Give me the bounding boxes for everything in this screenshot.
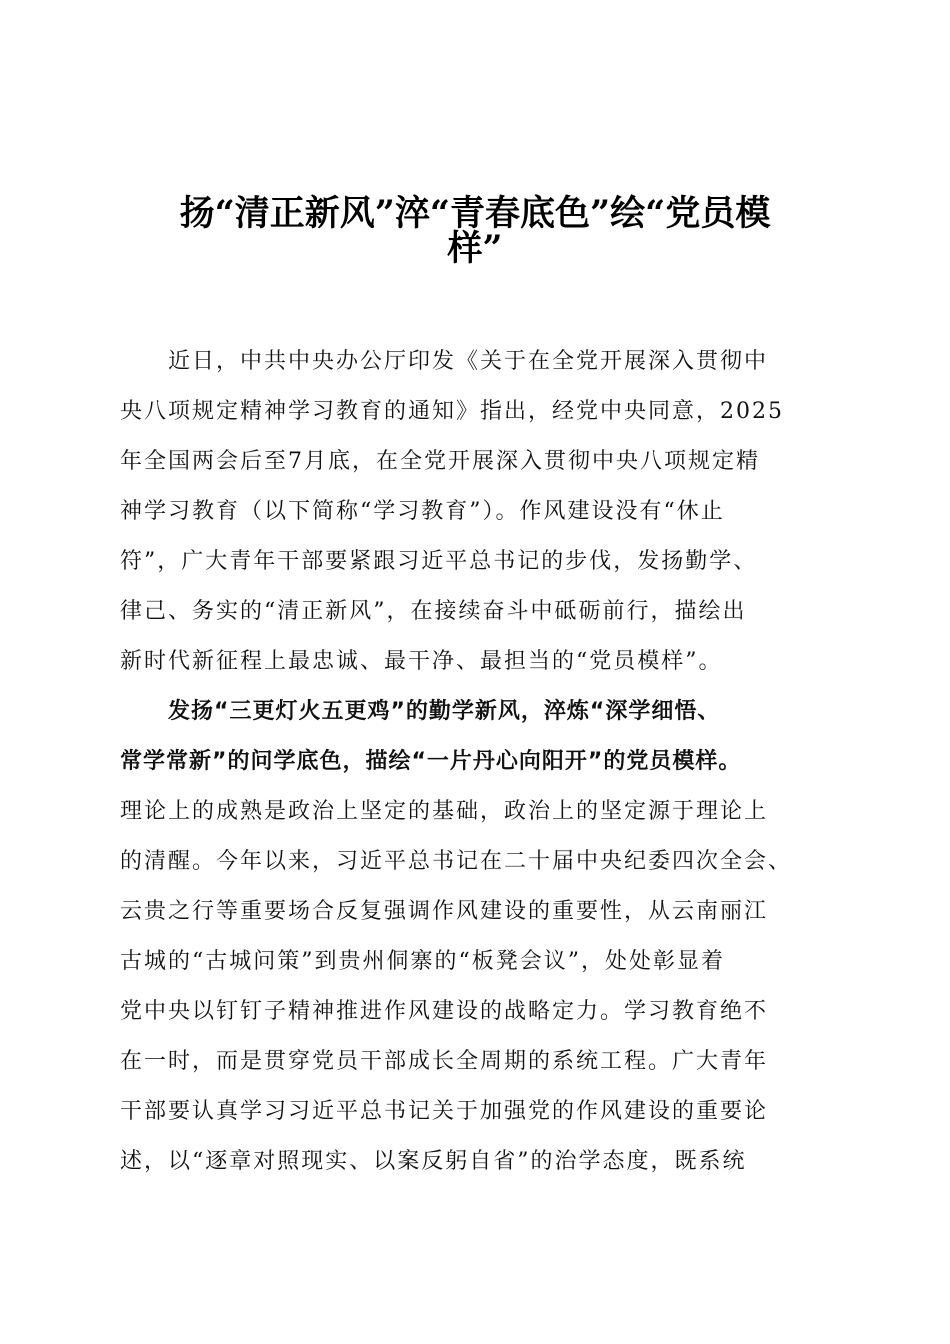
document-body [120,337,840,1187]
paragraph-1-line: 新时代新征程上最忠诚、最干净、最担当的“党员模样”。 [120,649,723,674]
paragraph-2-line: 干部要认真学习习近平总书记关于加强党的作风建设的重要论 [120,1099,769,1124]
paragraph-2-line: 在一时，而是贯穿党员干部成长全周期的系统工程。广大青年 [120,1049,769,1074]
document-title-line-1: 扬“清正新风”淬“青春底色”绘“党员模 [179,193,771,234]
paragraph-1-line: 年全国两会后至7月底，在全党开展深入贯彻中央八项规定精 [120,449,760,474]
paragraph-2-line: 党中央以钉钉子精神推进作风建设的战略定力。学习教育绝不 [120,999,769,1024]
paragraph-1-line: 近日，中共中央办公厅印发《关于在全党开展深入贯彻中 [168,349,769,374]
document-title-line-2: 样” [447,228,503,269]
paragraph-2-line: 述，以“逐章对照现实、以案反躬自省”的治学态度，既系统 [120,1149,747,1174]
paragraph-2-line: 云贵之行等重要场合反复强调作风建设的重要性，从云南丽江 [120,899,769,924]
section-heading-line: 发扬“三更灯火五更鸡”的勤学新风，淬炼“深学细悟、 [168,699,721,724]
paragraph-1-line: 神学习教育（以下简称“学习教育”）。作风建设没有“休止 [120,499,725,524]
paragraph-1-line: 央八项规定精神学习教育的通知》指出，经党中央同意，2025 [120,399,784,424]
paragraph-1-line: 符”，广大青年干部要紧跟习近平总书记的步伐，发扬勤学、 [120,549,758,574]
paragraph-2-line: 的清醒。今年以来，习近平总书记在二十届中央纪委四次全会、 [120,849,793,874]
paragraph-2-line: 理论上的成熟是政治上坚定的基础，政治上的坚定源于理论上 [120,799,769,824]
section-heading-line: 常学常新”的问学底色，描绘“一片丹心向阳开”的党员模样。 [120,749,742,774]
paragraph-1-line: 律己、务实的“清正新风”，在接续奋斗中砥砺前行，描绘出 [120,599,747,624]
paragraph-2-line: 古城的“古城问策”到贵州侗寨的“板凳会议”，处处彰显着 [120,949,725,974]
